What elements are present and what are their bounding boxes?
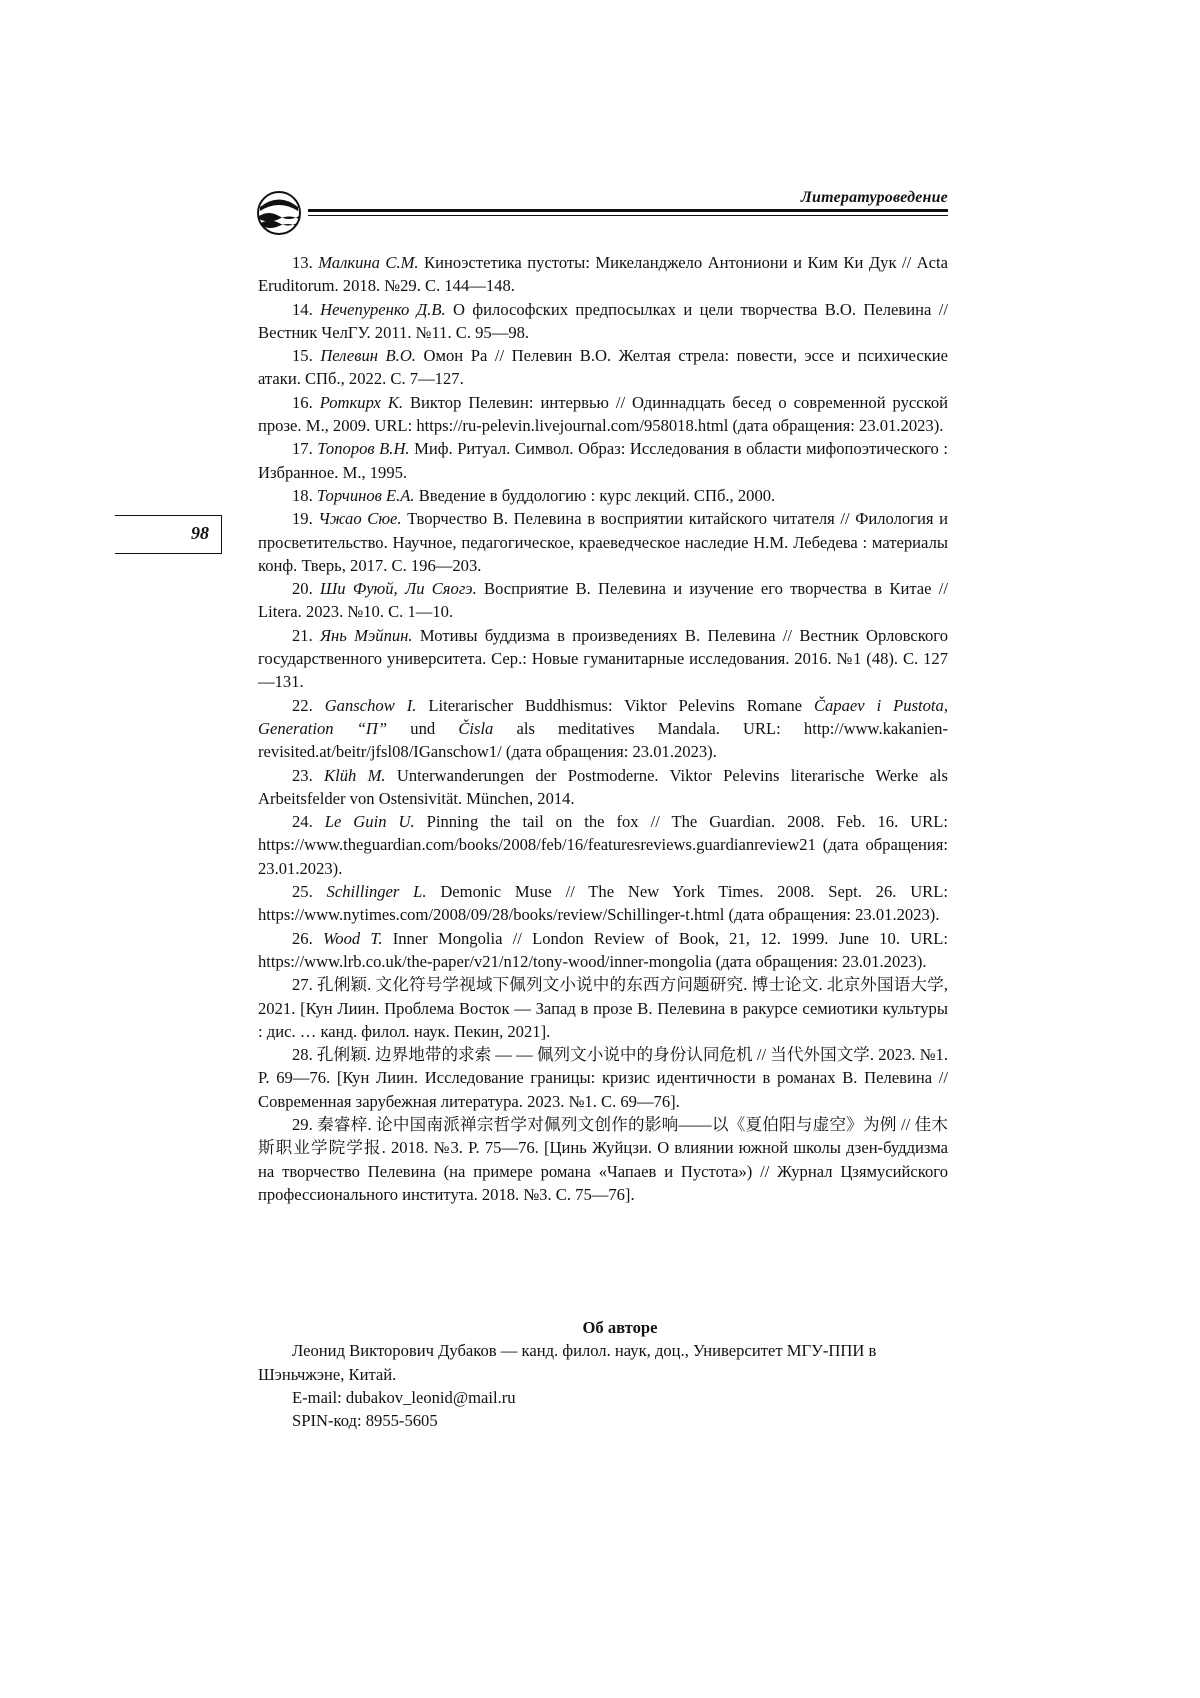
reference-item: 19. Чжао Сюе. Творчество В. Пелевина в восприятии китайского читателя // Филология и просветительство. Научное, педагогическое, краеведческое наследие Н.М. Лебедева : материалы конф. Тверь, 2017. С. 196—203. [258,509,948,575]
about-heading: Об авторе [582,1318,658,1337]
header-rule-thin [308,215,948,216]
author-spin: SPIN-код: 8955-5605 [292,1411,438,1431]
running-head: Литературоведение [800,189,948,206]
reference-item: 23. Klüh M. Unterwanderungen der Postmoderne. Viktor Pelevins literarische Werke als Arbeitsfelder von Ostensivität. München, 2014. [258,765,948,808]
reference-list [258,251,948,1206]
reference-item: 17. Топоров В.Н. Миф. Ритуал. Символ. Образ: Исследования в области мифопоэтического : Избранное. М., 1995. [258,439,948,482]
reference-item: 22. Ganschow I. Literarischer Buddhismus: Viktor Pelevins Romane Čapaev i Pustota, Generation “П” und Čisla als meditatives Mandala. URL: http://www.kakanien-revisited.at/beitr/jfsl08/IGanschow1/ (дата обращения: 23.01.2023). [258,695,949,762]
reference-item: 26. Wood T. Inner Mongolia // London Review of Book, 21, 12. 1999. June 10. URL: https://www.lrb.co.uk/the-paper/v21/n12/tony-wood/inner-mongolia (дата обращения: 23.01.2023). [258,928,948,971]
reference-item: 15. Пелевин В.О. Омон Ра // Пелевин В.О. Желтая стрела: повести, эссе и психические атаки. СПб., 2022. С. 7—127. [258,346,949,389]
reference-item: 18. Торчинов Е.А. Введение в буддологию : курс лекций. СПб., 2000. [292,485,776,505]
reference-item: 14. Нечепуренко Д.В. О философских предпосылках и цели творчества В.О. Пелевина // Вестник ЧелГУ. 2011. №11. С. 95—98. [258,299,948,342]
reference-item: 24. Le Guin U. Pinning the tail on the fox // The Guardian. 2008. Feb. 16. URL: https://www.theguardian.com/books/2008/feb/16/featuresreviews.guardianreview21 (дата обращения: 23.01.2023). [258,812,948,878]
reference-item: 28. 孔俐颖. 边界地带的求索 — — 佩列文小说中的身份认同危机 // 当代外国文学. 2023. №1. P. 69—76. [Кун Лиин. Исследование границы: кризис идентичности в романах В. Пелевина // Современная зарубежная литература. 2023. №1. С. 69—76]. [258,1045,948,1111]
reference-item: 25. Schillinger L. Demonic Muse // The New York Times. 2008. Sept. 26. URL: https://www.nytimes.com/2008/09/28/books/review/Schillinger-t.html (дата обращения: 23.01.2023). [258,882,948,925]
reference-item: 29. 秦睿梓. 论中国南派禅宗哲学对佩列文创作的影响——以《夏伯阳与虚空》为例 // 佳木斯职业学院学报. 2018. №3. P. 75—76. [Цинь Жуйцзи. О влиянии южной школы дзен-буддизма на творчество Пелевина (на примере романа «Чапаев и Пустота») // Журнал Цзямусийского профессионального института. 2018. №3. С. 75—76]. [258,1114,948,1204]
reference-item: 27. 孔俐颖. 文化符号学视域下佩列文小说中的东西方问题研究. 博士论文. 北京外国语大学, 2021. [Кун Лиин. Проблема Восток — Запад в прозе В. Пелевина в ракурсе семиотики культуры : дис. … канд. филол. наук. Пекин, 2021]. [258,975,948,1041]
header-rule [308,209,948,212]
reference-item: 13. Малкина С.М. Киноэстетика пустоты: Микеланджело Антониони и Ким Ки Дук // Acta Eruditorum. 2018. №29. С. 144—148. [258,253,948,296]
about-author [258,1316,948,1432]
reference-item: 21. Янь Мэйпин. Мотивы буддизма в произведениях В. Пелевина // Вестник Орловского государственного университета. Сер.: Новые гуманитарные исследования. 2016. №1 (48). С. 127—131. [258,625,948,692]
page-number: 98 [191,523,209,543]
page-number-box [115,515,222,554]
reference-item: 16. Роткирх К. Виктор Пелевин: интервью // Одиннадцать бесед о современной русской прозе. М., 2009. URL: https://ru-pelevin.livejournal.com/958018.html (дата обращения: 23.01.2023). [258,392,949,436]
reference-item: 20. Ши Фуюй, Ли Сяогэ. Восприятие В. Пелевина и изучение его творчества в Китае // Litera. 2023. №10. С. 1—10. [258,579,948,622]
author-bio: Леонид Викторович Дубаков — канд. филол. наук, доц., Университет МГУ-ППИ в Шэньчжэне, Китай. [258,1341,877,1384]
author-email: E-mail: dubakov_leonid@mail.ru [292,1387,516,1407]
journal-logo-icon [256,190,302,236]
